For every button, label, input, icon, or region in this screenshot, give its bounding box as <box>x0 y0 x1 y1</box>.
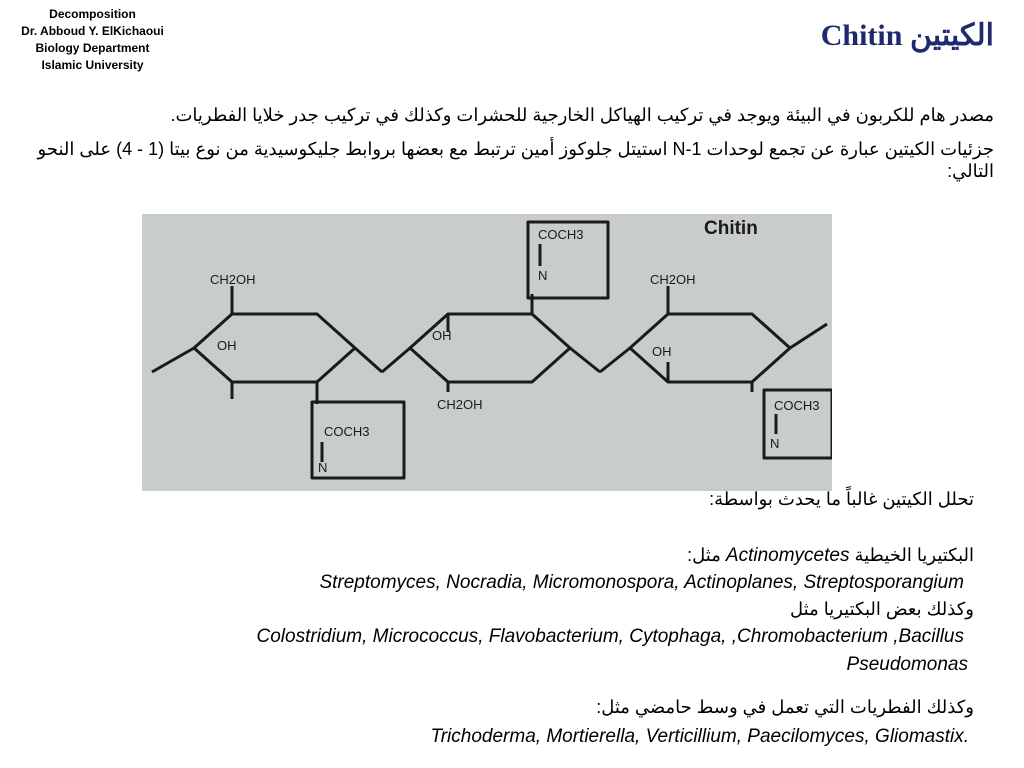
fungi-list: Trichoderma, Mortierella, Verticillium, Paecilomyces, Gliomastix. <box>430 726 969 747</box>
paragraph-chitin-source: مصدر هام للكربون في البيئة ويوجد في تركيب الهياكل الخارجية للحشرات وكذلك في تركيب جدر خلايا الفطريات. <box>170 105 994 125</box>
label-n-1: N <box>318 460 328 475</box>
label-ch2oh-2: CH2OH <box>437 397 483 412</box>
glycosidic-bond-1a <box>355 348 382 372</box>
actinomycetes-heading <box>687 544 974 567</box>
glycosidic-bond-2b <box>600 348 630 372</box>
sugar-ring-2 <box>410 314 570 382</box>
label-ch2oh-1: CH2OH <box>210 272 256 287</box>
actino-label-ar: البكتيريا الخيطية <box>854 545 974 565</box>
bacteria-intro: وكذلك بعض البكتيريا مثل <box>790 599 974 619</box>
label-n-3: N <box>770 436 780 451</box>
paragraph-chitin-structure: جزئيات الكيتين عبارة عن تجمع لوحدات 1-N استيتل جلوكوز أمين ترتبط مع بعضها بروابط جليكوسيدية من نوع بيتا (1 - 4) على النحو التالي: <box>37 139 994 181</box>
bond-left-end <box>152 348 194 372</box>
fungi-intro: وكذلك الفطريات التي تعمل في وسط حامضي مثل: <box>596 697 974 717</box>
bond-right-end <box>790 324 827 348</box>
label-coch3-2: COCH3 <box>538 227 584 242</box>
figure-title: Chitin <box>704 218 758 239</box>
actino-label-suffix: مثل: <box>687 545 721 565</box>
chitin-structure-diagram <box>142 214 832 491</box>
glycosidic-bond-2a <box>570 348 600 372</box>
header-line-department: Biology Department <box>35 41 150 55</box>
actino-label-en: Actinomycetes <box>725 545 850 566</box>
label-ch2oh-3: CH2OH <box>650 272 696 287</box>
label-coch3-3: COCH3 <box>774 398 820 413</box>
glycosidic-bond-1b <box>382 348 410 372</box>
label-n-2: N <box>538 268 548 283</box>
header-line-author: Dr. Abboud Y. ElKichaoui <box>21 24 164 38</box>
slide-title: الكيتين Chitin <box>820 19 994 52</box>
chitin-structure-figure <box>142 214 832 491</box>
label-oh-3: OH <box>652 344 672 359</box>
header-line-decomposition: Decomposition <box>49 7 136 21</box>
bacteria-list-line2: Pseudomonas <box>846 654 968 675</box>
actinomycetes-list: Streptomyces, Nocradia, Micromonospora, Actinoplanes, Streptosporangium <box>319 572 964 593</box>
label-oh-2: OH <box>432 328 452 343</box>
label-coch3-1: COCH3 <box>324 424 370 439</box>
header-line-university: Islamic University <box>41 58 144 72</box>
course-header <box>0 6 185 74</box>
degradation-intro: تحلل الكيتين غالباً ما يحدث بواسطة: <box>709 489 974 509</box>
bacteria-list-line1: Colostridium, Micrococcus, Flavobacterium, Cytophaga, ,Chromobacterium ,Bacillus <box>256 626 964 647</box>
label-oh-1: OH <box>217 338 237 353</box>
